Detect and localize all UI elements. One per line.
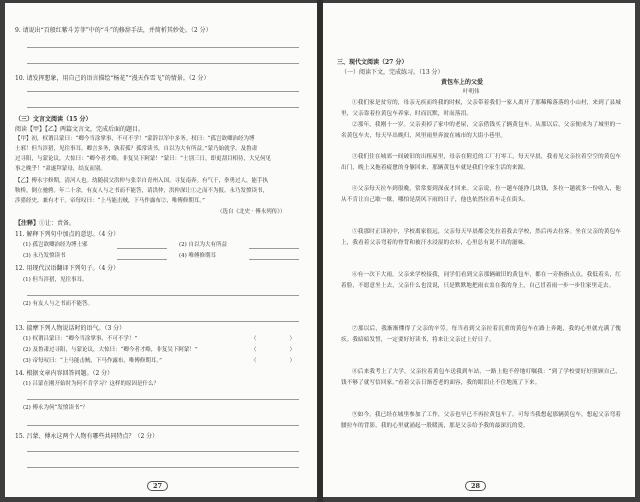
answer-blank[interactable] [249, 248, 299, 249]
answer-line[interactable] [27, 321, 299, 322]
q12-item: (2) 有友人与之书而不能答。 [23, 301, 94, 307]
question-13: 13. 揣摩下列人物说话时的语气。（3 分） [15, 325, 126, 332]
reading-instruction: 阅读【甲】【乙】两篇文言文，完成后面的题目。 [15, 126, 145, 133]
passage-yi-line: 【乙】傅永字修期，清河人也。幼随叔父洪仲与张幸自青州入国。寻复南奔。有气干，拳勇过人，能手执 [15, 178, 269, 184]
answer-paren[interactable]: （ ） [251, 347, 296, 353]
article-paragraph: ②那年，我刚十一岁。父亲卖掉了家中的老屋，父亲借钱买了辆黄包车。从那以后，父亲便成为了城里的一名黄包车夫，每天早出晚归，风里雨里奔波在城市的大街小巷里。 [341, 122, 621, 139]
question-12: 12. 用现代汉语翻译下列句子。（4 分） [15, 265, 120, 272]
article-paragraph: ⑤我那时正读初中，学校离家很远，父亲每天早晨都会先拉着我去学校，然后再去拉客。坐在父亲的黄包车上，我看着父亲弯着的脊背和被汗水浸湿的衣衫，心里总有说不出的滋味。 [341, 229, 621, 246]
reading-subsection: （一）阅读下文，完成练习。（13 分） [341, 69, 444, 76]
passage-yi-line: 鞍桥，倒立驰骋。年二十余，有友人与之书而不能答，请洪仲，洪仲深让①之而不为报。永乃发愤读书， [15, 188, 269, 194]
left-page [5, 3, 317, 497]
annotation [15, 220, 75, 227]
article-paragraph: ④父亲每天拉车到很晚，常常要到深夜才回来。父亲说，拉一趟车能挣几块钱，多拉一趟就多一份收入，他从不肯让自己歇一歇，哪怕是刮风下雨的日子，他也依然拉着车走在街头。 [341, 186, 621, 203]
passage-jia-line: 士邪！但当涉猎，见往事耳。卿言多务，孰若孤？孤常读书，自以为大有所益。”蒙乃始就学。及鲁肃 [15, 146, 258, 152]
section-3-modern-reading: 三、现代文阅读（27 分） [337, 59, 408, 66]
article-paragraph: ⑦那以后，我渐渐懂得了父亲的辛劳。每当看到父亲拉着沉重的黄包车在路上奔跑，我的心里就充满了愧疚。我暗暗发誓，一定要好好读书，将来让父亲过上好日子。 [341, 326, 621, 343]
page-number: 28 [465, 481, 486, 491]
answer-line[interactable] [27, 467, 299, 468]
answer-blank[interactable] [117, 248, 167, 249]
answer-line[interactable] [27, 425, 299, 426]
passage-yi-line: 涉猎经史，兼有才干。帝每叹曰：“上马能击贼，下马作露布②，唯傅修期耳。” [15, 198, 205, 204]
article-paragraph: ⑨如今，我已经在城里参加了工作，父亲也早已不再拉黄包车了。可每当我想起那辆黄包车，想起父亲弯着腰拉车的背影，我的心里就涌起一股暖流，那是父亲给予我的最深沉的爱。 [341, 412, 621, 429]
answer-line[interactable] [27, 63, 299, 64]
q13-item: (1) 权谓吕蒙曰：“卿今当涂掌事，不可不学！” [23, 336, 138, 342]
q11-item: (4) 唯傅修期耳 [179, 253, 217, 259]
q11-item: (3) 永乃发愤读书 [23, 253, 66, 259]
question-14: 14. 根据文章内容回答问题。（2 分） [15, 370, 114, 377]
article-paragraph: ①我们家是贫穷的，母亲无疾而终我的时候，父亲带着我们一家人离开了那稀稀落落的小山村，来到了县城里，父亲靠着拉黄包车养家，时而沉默，时而落泪。 [341, 100, 621, 117]
article-author: 叶明伟 [463, 89, 480, 95]
q14-item: (2) 傅永为何“发愤读书”？ [23, 405, 88, 411]
question-15: 15. 吕蒙、傅永这两个人物有哪些共同特点？（2 分） [15, 433, 159, 440]
article-paragraph: ⑥有一次下大雨，父亲来学校接我，同学们看到父亲那辆破旧的黄包车，都在一旁指指点点，我低着头，红着脸，不愿意坐上去，父亲什么也没说，只是默默地把雨衣盖在我的身上，自己冒着雨一步一步往家里走去。 [341, 272, 621, 289]
q13-item: (2) 及鲁肃过寻阳，与蒙论议，大惊曰：“卿今者才略，非复吴下阿蒙！” [23, 347, 198, 353]
passage-jia-line: 【甲】初，权谓吕蒙曰：“卿今当涂掌事，不可不学！”蒙辞以军中多务。权曰：“孤岂欲卿治经为博 [15, 136, 255, 142]
answer-line[interactable] [27, 107, 299, 108]
article-paragraph: ⑧后来我考上了大学，父亲拉着黄包车送我到车站，一路上他不停地叮嘱我：“到了学校要好好照顾自己，钱不够了就写信回家。”看着父亲日渐苍老的面容，我的眼泪止不住地流了下来。 [341, 369, 621, 386]
answer-line[interactable] [27, 451, 299, 452]
section-3-heading: （三）文言文阅读（15 分） [15, 116, 92, 123]
question-9: 9. 请说出“百般红紫斗芳菲”中的“斗”的修辞手法，并简析其妙处。（2 分） [15, 27, 212, 34]
annotation-label: 【注释】 [15, 220, 40, 227]
q11-item: (2) 自以为大有所益 [179, 242, 228, 248]
passage-jia-line: 过寻阳，与蒙论议，大惊曰：“卿今者才略，非复吴下阿蒙！”蒙曰：“士别三日，即更刮目相待，大兄何见 [15, 156, 271, 162]
passage-source: （选自《北史 · 傅永列传》） [217, 209, 286, 215]
right-page [323, 3, 635, 497]
question-10: 10. 请发挥想象，用自己的语言描绘“杨花”“漫天作雪飞”的情景。（2 分） [15, 75, 210, 82]
q13-item: (3) 帝每叹曰：“上马能击贼，下马作露布，唯傅修期耳。” [23, 358, 162, 364]
answer-blank[interactable] [117, 259, 167, 260]
answer-line[interactable] [27, 399, 299, 400]
q12-item: (1) 但当涉猎，见往事耳。 [23, 277, 88, 283]
answer-line[interactable] [27, 295, 299, 296]
annotation-text: ①让：责备。 [39, 220, 76, 227]
article-paragraph: ③我们住在城郊一间破旧的出租屋里，母亲在附近的工厂打零工，每天早晨，我看见父亲拉着空空的黄包车出门，晚上又拖着疲惫的身躯回来，那辆黄包车就是我们全家生活的来源。 [341, 154, 621, 171]
question-11: 11. 解释下列句中加点的意思。（4 分） [15, 231, 120, 238]
answer-blank[interactable] [249, 259, 299, 260]
q14-item: (1) 吕蒙在刚开始时为何不肯学习？这样的原因是什么？ [23, 381, 160, 387]
article-title: 黄包车上的父爱 [441, 79, 484, 86]
answer-paren[interactable]: （ ） [251, 358, 296, 364]
answer-paren[interactable]: （ ） [251, 336, 296, 342]
answer-line[interactable] [27, 47, 299, 48]
q11-item: (1) 孤岂欲卿治经为博士邪 [23, 242, 88, 248]
page-number: 27 [147, 481, 168, 491]
answer-line[interactable] [27, 91, 299, 92]
passage-jia-line: 事之晚乎！”肃遂拜蒙母，结友而别。 [15, 166, 106, 172]
